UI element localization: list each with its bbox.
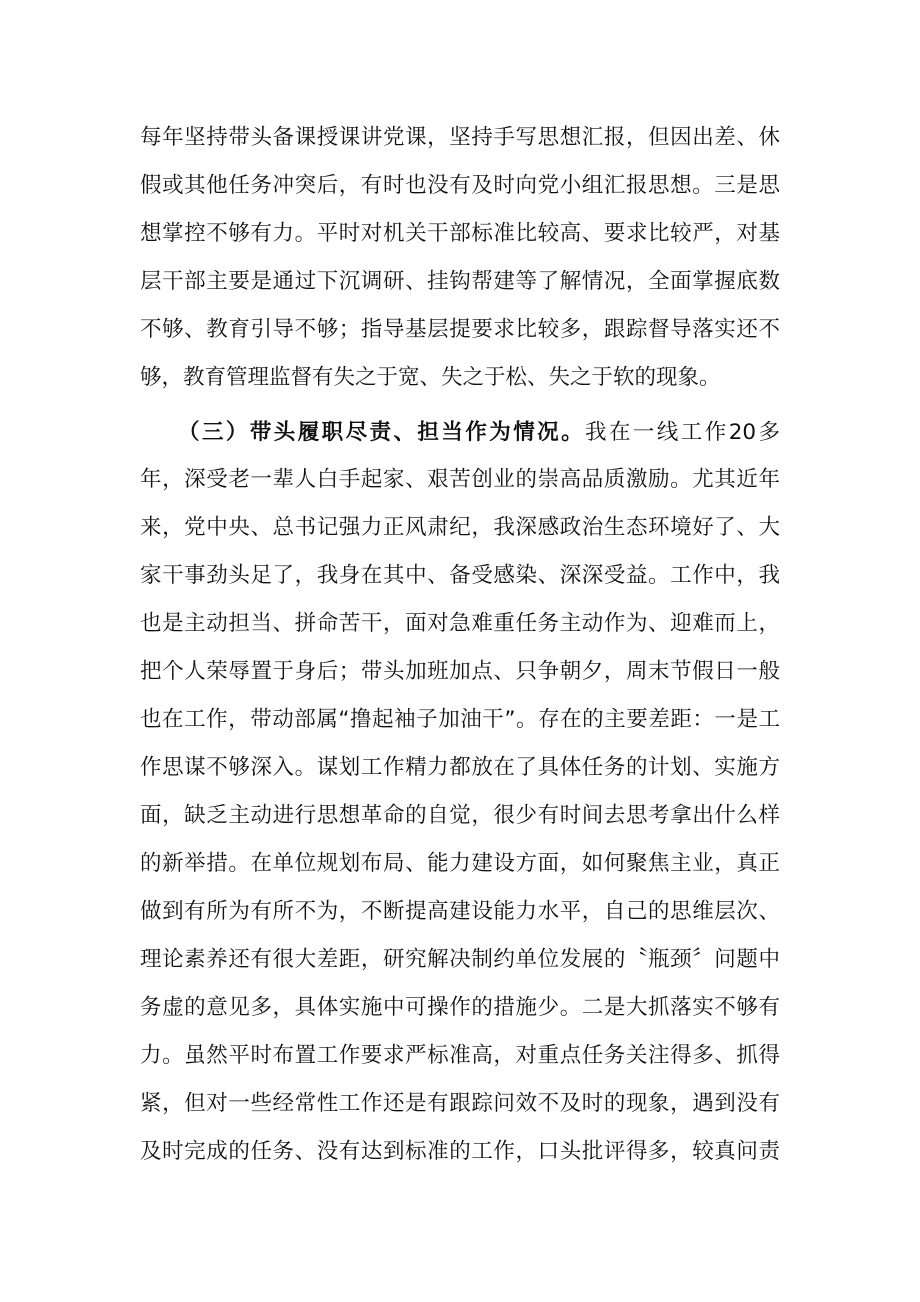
section-heading: （三）带头履职尽责、担当作为情况。 (178, 420, 586, 445)
paragraph-line: 层干部主要是通过下沉调研、挂钩帮建等了解情况，全面掌握底数 (140, 269, 780, 294)
paragraph-line: 的新举措。在单位规划布局、能力建设方面，如何聚焦主业，真正 (140, 851, 780, 876)
paragraph-line: 来，党中央、总书记强力正风肃纪，我深感政治生态环境好了、大 (140, 515, 780, 540)
paragraph-line: 及时完成的任务、没有达到标准的工作，口头批评得多，较真问责 (140, 1139, 780, 1164)
paragraph-line: 做到有所为有所不为，不断提高建设能力水平，自己的思维层次、 (140, 899, 780, 924)
paragraph-line: 也是主动担当、拼命苦干，面对急难重任务主动作为、迎难而上， (140, 611, 780, 636)
paragraph-line: 面，缺乏主动进行思想革命的自觉，很少有时间去思考拿出什么样 (140, 803, 780, 828)
paragraph-line: 把个人荣辱置于身后；带头加班加点、只争朝夕，周末节假日一般 (140, 659, 780, 684)
paragraph-line: 家干事劲头足了，我身在其中、备受感染、深深受益。工作中，我 (140, 563, 780, 588)
paragraph-line: 作思谋不够深入。谋划工作精力都放在了具体任务的计划、实施方 (140, 755, 780, 780)
paragraph-line: 也在工作，带动部属“撸起袖子加油干”。存在的主要差距：一是工 (140, 707, 780, 732)
paragraph-line: 想掌控不够有力。平时对机关干部标准比较高、要求比较严，对基 (140, 221, 780, 246)
paragraph-line: 每年坚持带头备课授课讲党课，坚持手写思想汇报，但因出差、休 (140, 125, 780, 150)
paragraph-line: 假或其他任务冲突后，有时也没有及时向党小组汇报思想。三是思 (140, 173, 780, 198)
paragraph-line: 年，深受老一辈人白手起家、艰苦创业的崇高品质激励。尤其近年 (140, 467, 780, 492)
paragraph-line: 务虚的意见多，具体实施中可操作的措施少。二是大抓落实不够有 (140, 995, 780, 1020)
paragraph-line: 紧，但对一些经常性工作还是有跟踪问效不及时的现象，遇到没有 (140, 1091, 780, 1116)
section-first-line-text: 我在一线工作20多 (585, 420, 780, 445)
section-first-line (178, 415, 780, 451)
paragraph-line: 理论素养还有很大差距，研究解决制约单位发展的〝瓶颈〞问题中 (140, 947, 780, 972)
paragraph-line: 不够、教育引导不够；指导基层提要求比较多，跟踪督导落实还不 (140, 317, 780, 342)
paragraph-line: 力。虽然平时布置工作要求严标准高，对重点任务关注得多、抓得 (140, 1043, 780, 1068)
paragraph-line: 够，教育管理监督有失之于宽、失之于松、失之于软的现象。 (140, 365, 721, 390)
